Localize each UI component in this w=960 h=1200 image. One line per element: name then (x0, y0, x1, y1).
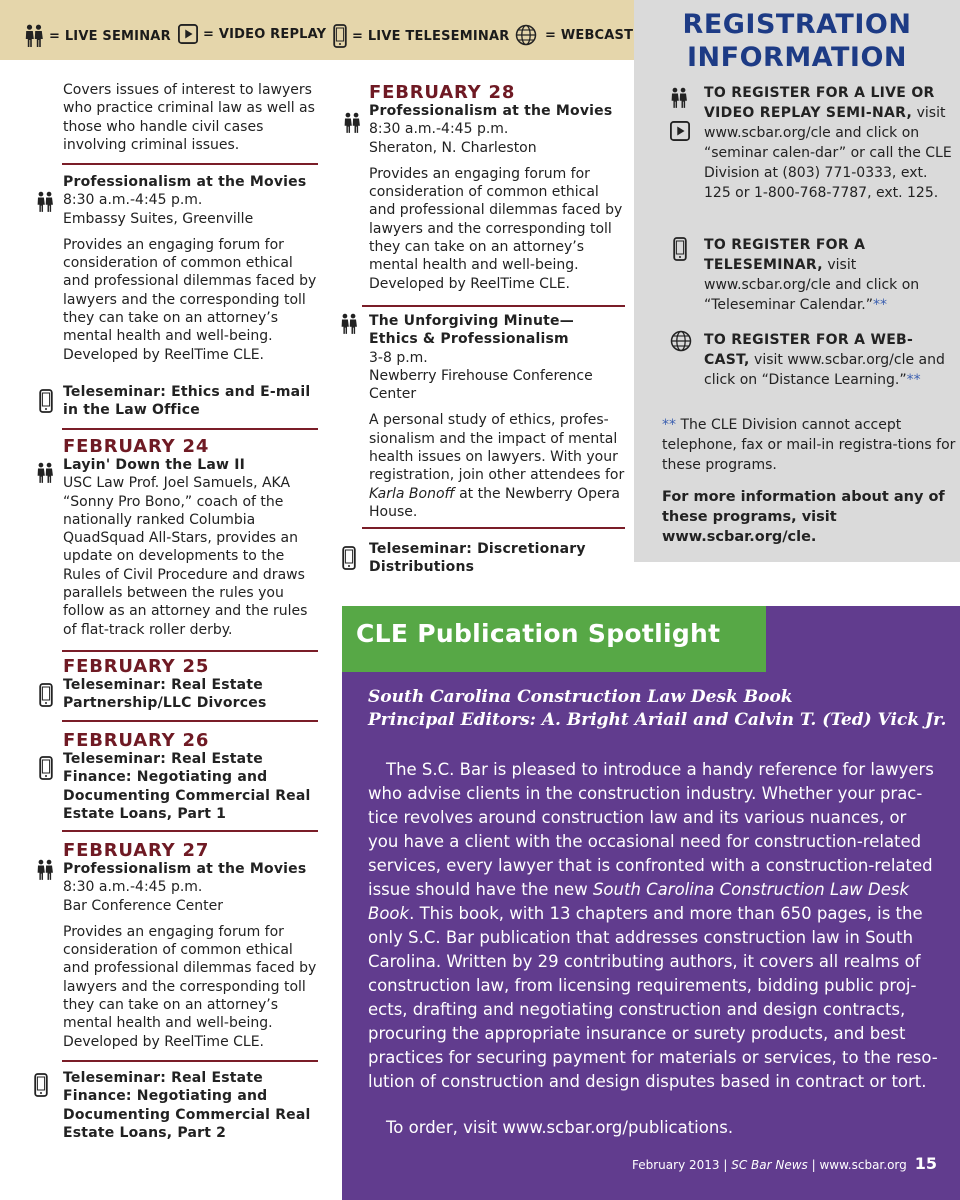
registration-box (634, 0, 960, 562)
people-icon (670, 86, 688, 110)
left-intro-text: Covers issues of interest to lawyers who practice criminal law as well as those who handle civil cases involving criminal issues. (63, 82, 315, 153)
register-tele-heading: TO REGISTER FOR A TELESEMINAR, (704, 237, 866, 273)
left-feb27 (63, 841, 321, 861)
register-tele-text: visit www.scbar.org/cle and click on “Teleseminar Calendar.” (704, 257, 920, 313)
legend-live-teleseminar (333, 24, 510, 48)
event-title: Teleseminar: Ethics and E-mail in the Law Office (63, 384, 311, 419)
spotlight-book-italic: South Carolina Construction Law Desk Book (368, 880, 909, 923)
register-web-info (704, 330, 954, 390)
register-live-heading: TO REGISTER FOR A LIVE OR VIDEO REPLAY SEMI-NAR, (704, 85, 935, 121)
event-title: Teleseminar: Real Estate Partnership/LLC Divorces (63, 677, 267, 712)
phone-icon (39, 389, 53, 413)
date-heading: FEBRUARY 24 (63, 436, 210, 457)
event-title: Teleseminar: Real Estate Finance: Negotiating and Documenting Commercial Real Estate Loans, Part 1 (63, 751, 311, 822)
event-time: 8:30 a.m.-4:45 p.m. (63, 879, 203, 896)
event-description-part: at the Newberry Opera House. (369, 485, 620, 520)
spotlight-text: The S.C. Bar is pleased to introduce a handy reference for lawyers who advise clients in the construction industry. Whether your prac-tice revolves around construction law and its various nuances, or you have a client with the occasional need for construction-related services, every lawyer that is confronted with a construction-related issue should have the new (368, 760, 934, 899)
spotlight-text: . This book, with 13 chapters and more than 650 pages, is the only S.C. Bar publication that addresses construction law in South Carolina. Written by 29 contributing authors, it covers all realms of construction law, from licensing requirements, bidding public proj-ects, drafting and negotiating construction and design contracts, procuring the appropriate insurance or surety products, and best practices for securing payment for materials or services, to the reso-lution of construction and design disputes based in contract or tort. (368, 904, 938, 1091)
phone-icon (39, 756, 53, 780)
footer-date: February 2013 | (632, 1158, 732, 1172)
divider (362, 527, 625, 529)
spotlight-paragraph (368, 758, 938, 1094)
page-footer (632, 1154, 937, 1173)
event-place: Newberry Firehouse Conference Center (369, 367, 593, 403)
people-icon (36, 858, 54, 882)
legend-webcast (515, 24, 633, 46)
footer-publication: SC Bar News (731, 1158, 808, 1172)
event-title: Teleseminar: Discretionary Distributions (369, 541, 586, 576)
left-feb25 (63, 657, 321, 677)
left-event-4 (63, 676, 321, 713)
event-title: Layin' Down the Law II (63, 457, 246, 473)
registration-note-text: The CLE Division cannot accept telephone, fax or mail-in registra-tions for these programs. (662, 417, 956, 473)
legend-video-replay (178, 24, 326, 44)
left-feb26 (63, 731, 321, 751)
phone-icon (342, 546, 356, 570)
event-description-part: A personal study of ethics, profes-sionalism and the impact of mental health issues on lawyers. With your registration, join other attendees for (369, 412, 625, 484)
event-description: USC Law Prof. Joel Samuels, AKA “Sonny Pro Bono,” coach of the nationally ranked Columbia QuadSquad All-Stars, provides an update on developments to the Rules of Civil Procedure and draws parallels between the rules you follow as an attorney and the rules of flat-track roller derby. (63, 475, 308, 638)
phone-icon (34, 1073, 48, 1097)
register-live-text: visit www.scbar.org/cle and click on “seminar calen-dar” or call the CLE Division at (803) 771-0333, ext. 125 or 1-800-768-7787, ext. 125. (704, 105, 952, 201)
play-icon (670, 121, 690, 141)
divider (62, 163, 318, 165)
event-description: Provides an engaging forum for consideration of common ethical and professional dilemmas faced by lawyers and the corresponding toll they can take on an attorney’s mental health and well-being. Developed by ReelTime CLE. (63, 923, 317, 1050)
phone-icon (333, 24, 347, 48)
event-title: Professionalism at the Movies (63, 174, 307, 190)
registration-title (634, 8, 960, 74)
event-place: Bar Conference Center (63, 897, 223, 914)
left-intro (63, 81, 318, 154)
event-description: Provides an engaging forum for consideration of common ethical and professional dilemmas faced by lawyers and the corresponding toll they can take on an attorney’s mental health and well-being. Developed by ReelTime CLE. (63, 236, 317, 363)
middle-feb28 (369, 83, 625, 103)
people-icon (36, 461, 54, 485)
left-event-2 (63, 383, 321, 420)
spotlight-title: CLE Publication Spotlight (356, 619, 721, 648)
event-title: Professionalism at the Movies (369, 103, 613, 119)
play-icon (178, 24, 198, 44)
event-description: Provides an engaging forum for consideration of common ethical and professional dilemmas faced by lawyers and the corresponding toll they can take on an attorney’s mental health and well-being. Developed by ReelTime CLE. (369, 165, 623, 292)
globe-icon (670, 330, 692, 352)
event-time: 8:30 a.m.-4:45 p.m. (63, 192, 203, 209)
register-tele-stars: ** (873, 297, 888, 313)
people-icon (343, 111, 361, 135)
left-event-6 (63, 860, 321, 1051)
spotlight-subtitle (368, 686, 954, 732)
event-description-italic: Karla Bonoff (369, 485, 455, 502)
divider (62, 720, 318, 722)
divider (62, 1060, 318, 1062)
left-event-7 (63, 1069, 321, 1142)
registration-note-stars: ** (662, 417, 676, 433)
page-number: 15 (914, 1154, 938, 1173)
middle-event-2 (369, 312, 625, 521)
middle-event-3 (369, 540, 625, 577)
date-heading: FEBRUARY 27 (63, 840, 210, 861)
date-heading: FEBRUARY 26 (63, 730, 210, 751)
event-time: 3-8 p.m. (369, 349, 428, 366)
divider (62, 830, 318, 832)
spotlight-order-text: To order, visit www.scbar.org/publications. (386, 1118, 734, 1137)
spotlight-body (368, 758, 938, 1094)
legend-video-label: = VIDEO REPLAY (203, 26, 327, 42)
spotlight-editors: Principal Editors: A. Bright Ariail and Calvin T. (Ted) Vick Jr. (368, 710, 947, 730)
date-heading: FEBRUARY 25 (63, 656, 210, 677)
left-event-1 (63, 173, 321, 364)
spotlight-book-title: South Carolina Construction Law Desk Book (368, 687, 793, 707)
event-description (369, 411, 625, 521)
event-title: Professionalism at the Movies (63, 861, 307, 877)
event-title: Teleseminar: Real Estate Finance: Negotiating and Documenting Commercial Real Estate Loans, Part 2 (63, 1070, 311, 1141)
phone-icon (39, 683, 53, 707)
event-time: 8:30 a.m.-4:45 p.m. (369, 121, 509, 138)
people-icon (340, 312, 358, 336)
event-place: Embassy Suites, Greenville (63, 210, 254, 227)
date-heading: FEBRUARY 28 (369, 82, 516, 103)
registration-title-line2: INFORMATION (686, 42, 907, 73)
legend-live-seminar (24, 24, 171, 48)
registration-more-info: For more information about any of these programs, visit www.scbar.org/cle. (662, 489, 945, 545)
divider (362, 305, 625, 307)
legend-web-label: = WEBCAST (545, 27, 634, 43)
divider (62, 428, 318, 430)
register-live-info (704, 83, 954, 203)
register-web-text: visit www.scbar.org/cle and click on “Distance Learning.” (704, 352, 945, 388)
registration-title-line1: REGISTRATION (682, 9, 912, 40)
people-icon (24, 24, 44, 48)
legend-tele-label: = LIVE TELESEMINAR (352, 28, 510, 44)
registration-note (662, 415, 957, 475)
people-icon (36, 190, 54, 214)
event-place: Sheraton, N. Charleston (369, 139, 537, 156)
left-feb24 (63, 437, 321, 457)
left-event-3 (63, 456, 321, 639)
middle-event-1 (369, 102, 625, 293)
left-event-5 (63, 750, 321, 823)
legend-live-label: = LIVE SEMINAR (49, 28, 171, 44)
phone-icon (673, 237, 687, 261)
divider (62, 650, 318, 652)
legend-bar (0, 0, 634, 60)
footer-site: | www.scbar.org (807, 1158, 907, 1172)
register-web-stars: ** (906, 372, 921, 388)
globe-icon (515, 24, 537, 46)
register-tele-info (704, 235, 954, 315)
event-title: The Unforgiving Minute— Ethics & Professionalism (369, 313, 574, 348)
register-web-heading: TO REGISTER FOR A WEB-CAST, (704, 332, 914, 368)
